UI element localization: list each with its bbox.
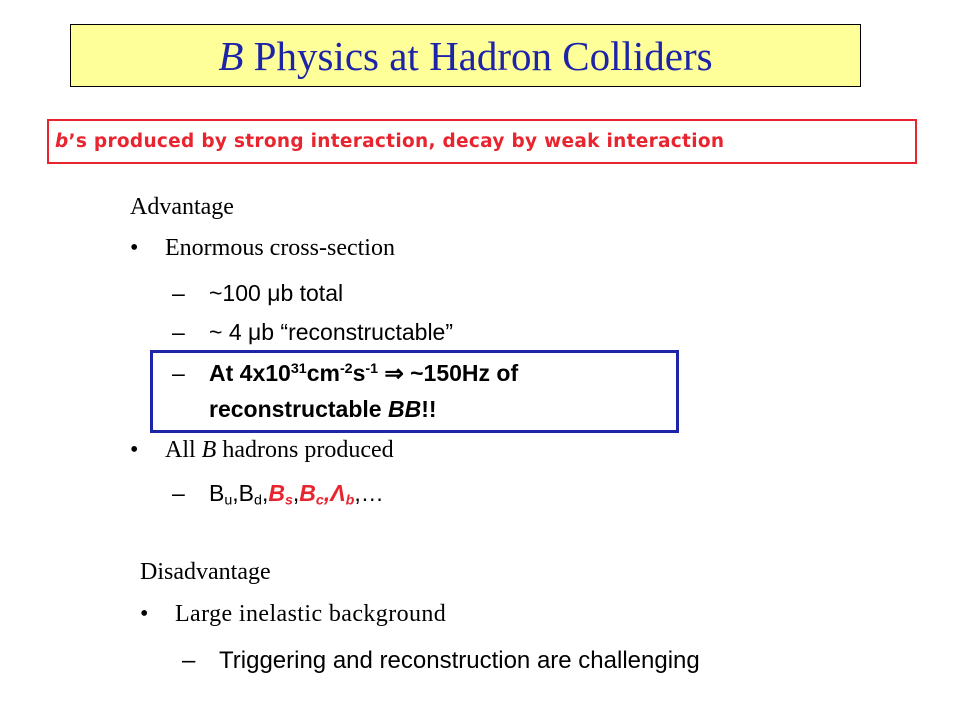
- comma: ,: [261, 480, 269, 506]
- rate-line-1: [209, 360, 518, 386]
- sub-item-triggering: [182, 647, 882, 675]
- rate-text: At 4x10: [209, 360, 291, 386]
- hadron-sub: s: [284, 492, 293, 509]
- hadron-list: [209, 480, 384, 509]
- hadron: Λ: [330, 480, 346, 506]
- subtitle-banner: [47, 119, 917, 164]
- sub-item-text: ~ 4 μb “reconstructable”: [209, 319, 454, 345]
- bb-italic: BB: [387, 396, 422, 422]
- dash: –: [172, 280, 185, 306]
- exponent: 31: [290, 361, 307, 378]
- rate-text: !!: [421, 396, 437, 422]
- title-italic: B: [218, 32, 244, 79]
- ellipsis: ,…: [354, 480, 384, 506]
- dash: –: [182, 647, 196, 674]
- bullet-text: Large inelastic background: [175, 601, 447, 627]
- hadron-lambda-b: [330, 480, 355, 509]
- hadron: B: [299, 480, 316, 506]
- bullet-text: Enormous cross-section: [165, 235, 395, 261]
- hadron-sub: c: [315, 492, 324, 509]
- bullet-background: [140, 601, 590, 628]
- bullet-dot: •: [130, 437, 139, 463]
- hadron: B: [268, 480, 285, 506]
- bullet-hadrons: [130, 437, 530, 464]
- dash: –: [172, 480, 185, 506]
- hadron-bs: [268, 480, 293, 509]
- rate-line-2: [209, 396, 659, 423]
- disadvantage-heading: Disadvantage: [140, 559, 271, 585]
- b-italic: B: [201, 437, 217, 463]
- bullet-cross-section: [130, 235, 530, 262]
- comma: ,: [232, 480, 239, 506]
- sub-item-total: [172, 280, 572, 307]
- sub-item-text: Triggering and reconstruction are challenging: [219, 647, 700, 674]
- exponent: -1: [365, 361, 379, 378]
- bullet-text: [165, 437, 394, 463]
- hadron-bc: [299, 480, 324, 509]
- rate-text: s: [352, 360, 366, 386]
- dash: –: [172, 360, 185, 386]
- sub-item-text: ~100 μb total: [209, 280, 344, 306]
- rate-text: cm: [306, 360, 340, 386]
- sub-item-reconstructable: [172, 319, 622, 346]
- bullet-dot: •: [130, 235, 139, 261]
- subtitle-text: ’s produced by strong interaction, decay by weak interaction: [68, 131, 725, 152]
- sub-item-hadron-list: [172, 480, 572, 507]
- bullet-rest: hadrons produced: [216, 437, 394, 463]
- dash: –: [172, 319, 185, 345]
- hadron-sub: d: [254, 492, 262, 509]
- comma: ,: [323, 480, 331, 506]
- exponent: -2: [339, 361, 353, 378]
- hadron-sub: b: [345, 492, 355, 509]
- hadron-sub: u: [224, 492, 233, 509]
- bullet-prefix: All: [165, 437, 202, 463]
- subtitle-italic: b: [55, 131, 69, 152]
- rate-text: ⇒ ~150Hz of: [378, 360, 519, 386]
- title-text: Physics at Hadron Colliders: [243, 32, 713, 79]
- hadron: B: [209, 480, 225, 506]
- comma: ,: [292, 480, 300, 506]
- bullet-dot: •: [140, 601, 149, 627]
- hadron: B: [238, 480, 255, 506]
- rate-text: reconstructable: [209, 396, 388, 422]
- advantage-heading: Advantage: [130, 194, 234, 220]
- slide-title: [70, 24, 861, 87]
- sub-item-rate: [172, 360, 652, 387]
